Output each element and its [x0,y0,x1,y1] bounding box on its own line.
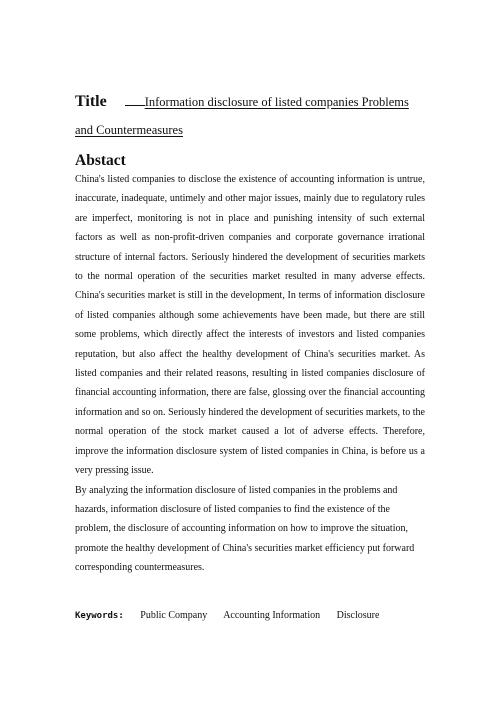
title-label: Title [75,93,107,110]
keywords-line [75,610,425,621]
keywords-label: Keywords: [75,611,124,621]
title-text: Information disclosure of listed companies Problems and Countermeasures [75,95,409,137]
keyword-item: Disclosure [336,610,380,621]
title-block [75,88,425,144]
abstract-paragraph-1: China's listed companies to disclose the existence of accounting information is untrue, inaccurate, inadequate, untimely and other major issues, mainly due to regulatory rules are imperfect, monitoring is not in place and punishing intensity of such external factors as well as non-profit-driven companies and corporate governance irrational structure of internal factors. Seriously hindered the development of securities markets to the normal operation of the securities market resulted in many adverse effects. China's securities market is still in the development, In terms of information disclosure of listed companies although some achievements have been made, but there are still some problems, which directly affect the interests of investors and listed companies reputation, but also affect the healthy development of China's securities market. As listed companies and their related reasons, resulting in listed companies disclosure of financial accounting information, there are false, glossing over the financial accounting information and so on. Seriously hindered the development of securities markets, to the normal operation of the stock market caused a lot of adverse effects. Therefore, improve the information disclosure system of listed companies in China, is before us a very pressing issue. [75,174,425,477]
keyword-item: Public Company [140,610,208,621]
abstract-paragraph-2: By analyzing the information disclosure of listed companies in the problems and hazards, information disclosure of listed companies to find the existence of the problem, the disclosure of accounting information on how to improve the situation, promote the healthy development of China's securities market efficiency put forward corresponding countermeasures. [75,484,415,574]
keyword-item: Accounting Information [223,610,321,621]
abstract-body [75,170,425,578]
title-underline-lead [125,95,145,106]
abstract-heading: Abstact [75,152,126,169]
